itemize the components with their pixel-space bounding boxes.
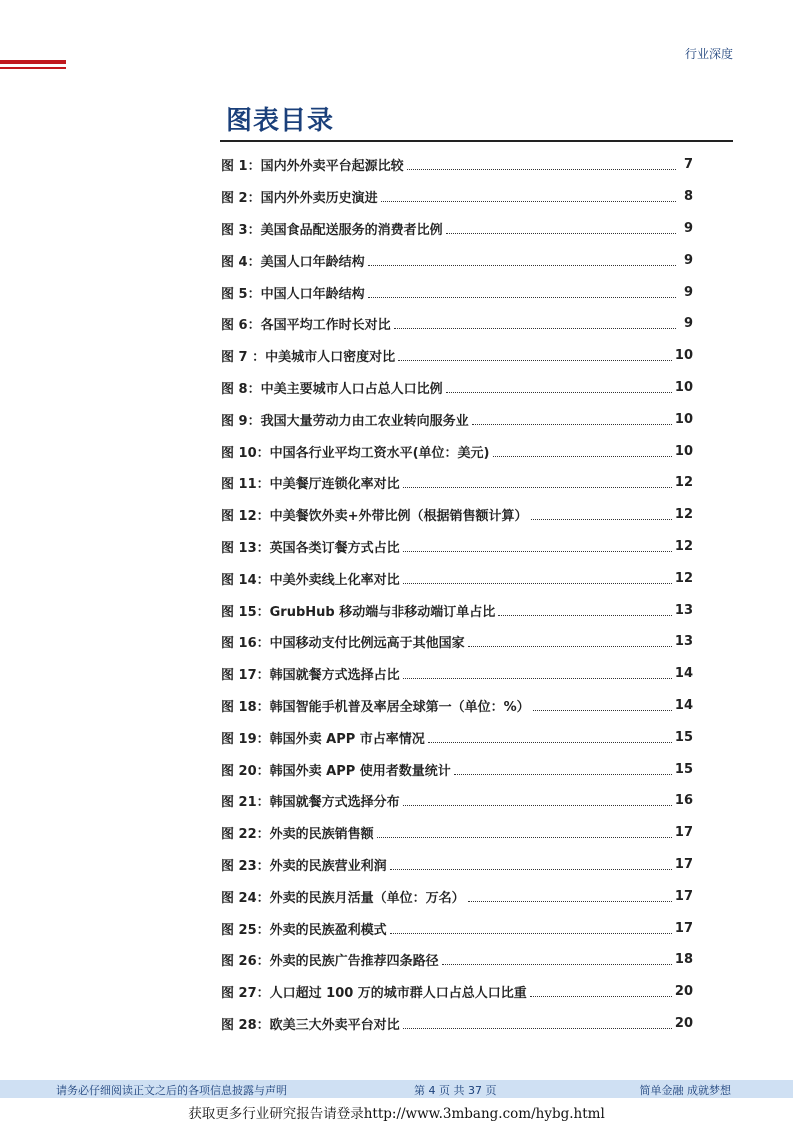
toc-leader-dots [403,473,672,488]
toc-leader-dots [403,664,672,679]
toc-entry[interactable] [221,785,693,817]
page-title: 图表目录 [226,106,335,136]
toc-entry[interactable] [221,499,693,531]
toc-entry[interactable] [221,213,693,245]
toc-entry-label: 图 23：外卖的民族营业利润 [221,858,387,874]
toc-entry-label: 图 7 ：中美城市人口密度对比 [221,350,396,366]
toc-entry-page: 8 [683,189,693,205]
toc-entry-page: 10 [674,443,693,459]
toc-leader-dots [446,378,672,393]
toc-leader-dots [403,537,672,552]
toc-entry-label: 图 14：中美外卖线上化率对比 [221,572,400,588]
toc-entry[interactable] [221,594,693,626]
toc-entry[interactable] [221,690,693,722]
toc-leader-dots [390,919,672,934]
toc-entry[interactable] [221,626,693,658]
toc-entry[interactable] [221,1008,693,1040]
toc-entry-page: 12 [674,475,693,491]
toc-entry-label: 图 9：我国大量劳动力由工农业转向服务业 [221,413,469,429]
toc-leader-dots [368,251,676,266]
toc-entry-label: 图 24：外卖的民族月活量（单位：万名） [221,890,465,906]
toc-leader-dots [403,569,672,584]
toc-leader-dots [394,314,676,329]
toc-entry-page: 17 [674,888,693,904]
toc-entry-page: 20 [674,1015,693,1031]
toc-entry-page: 16 [674,793,693,809]
toc-entry-label: 图 10：中国各行业平均工资水平(单位：美元) [221,445,490,461]
toc-list [221,149,693,1039]
toc-entry-label: 图 8：中美主要城市人口占总人口比例 [221,381,443,397]
toc-leader-dots [403,791,672,806]
toc-entry-label: 图 26：外卖的民族广告推荐四条路径 [221,954,439,970]
toc-entry-page: 9 [683,220,693,236]
toc-entry-label: 图 16：中国移动支付比例远高于其他国家 [221,636,465,652]
toc-entry-page: 18 [674,952,693,968]
red-bar-thick [0,60,66,64]
toc-entry-label: 图 15：GrubHub 移动端与非移动端订单占比 [221,604,496,620]
footer-slogan: 简单金融 成就梦想 [639,1084,731,1097]
toc-entry-page: 12 [674,538,693,554]
toc-entry-page: 20 [674,984,693,1000]
toc-entry-page: 14 [674,697,693,713]
toc-entry-label: 图 3：美国食品配送服务的消费者比例 [221,222,443,238]
toc-leader-dots [368,283,676,298]
toc-entry-label: 图 28：欧美三大外卖平台对比 [221,1017,400,1033]
toc-entry[interactable] [221,976,693,1008]
toc-leader-dots [468,632,672,647]
toc-leader-dots [531,505,672,520]
toc-entry-page: 10 [674,348,693,364]
toc-leader-dots [530,982,672,997]
toc-entry-page: 10 [674,411,693,427]
toc-entry-page: 13 [674,634,693,650]
toc-entry[interactable] [221,308,693,340]
bottom-link[interactable]: 获取更多行业研究报告请登录http://www.3mbang.com/hybg.html [188,1106,605,1122]
header-tag: 行业深度 [684,47,733,61]
toc-entry-page: 13 [674,602,693,618]
toc-entry[interactable] [221,276,693,308]
toc-entry[interactable] [221,817,693,849]
toc-entry[interactable] [221,403,693,435]
toc-entry[interactable] [221,340,693,372]
toc-leader-dots [498,601,672,616]
footer-disclaimer: 请务必仔细阅读正文之后的各项信息披露与声明 [56,1084,287,1097]
toc-entry-label: 图 4：美国人口年龄结构 [221,254,365,270]
toc-entry[interactable] [221,562,693,594]
toc-entry-page: 14 [674,666,693,682]
toc-entry-page: 9 [683,252,693,268]
toc-leader-dots [533,696,672,711]
red-bar-thin [0,67,66,69]
toc-leader-dots [468,887,672,902]
toc-entry-page: 7 [683,157,693,173]
toc-entry-page: 15 [674,729,693,745]
toc-entry-label: 图 18：韩国智能手机普及率居全球第一（单位：%） [221,699,530,715]
toc-entry[interactable] [221,944,693,976]
toc-entry-label: 图 11：中美餐厅连锁化率对比 [221,477,400,493]
toc-entry-label: 图 2：国内外外卖历史演进 [221,191,378,207]
toc-leader-dots [428,728,672,743]
toc-entry-label: 图 21：韩国就餐方式选择分布 [221,795,400,811]
toc-entry-page: 15 [674,761,693,777]
toc-leader-dots [403,1014,672,1029]
toc-entry[interactable] [221,149,693,181]
toc-entry[interactable] [221,467,693,499]
toc-leader-dots [407,155,676,170]
title-divider [220,140,733,142]
toc-leader-dots [398,346,672,361]
toc-entry[interactable] [221,880,693,912]
toc-entry-page: 17 [674,856,693,872]
toc-entry[interactable] [221,658,693,690]
toc-entry-page: 17 [674,920,693,936]
toc-entry[interactable] [221,372,693,404]
toc-entry-label: 图 20：韩国外卖 APP 使用者数量统计 [221,763,451,779]
toc-entry[interactable] [221,721,693,753]
toc-leader-dots [472,410,672,425]
toc-entry[interactable] [221,244,693,276]
toc-entry-label: 图 22：外卖的民族销售额 [221,827,374,843]
toc-entry[interactable] [221,531,693,563]
toc-entry[interactable] [221,435,693,467]
header-red-bars [0,60,66,69]
toc-entry[interactable] [221,753,693,785]
toc-entry-page: 9 [683,316,693,332]
toc-entry-label: 图 5：中国人口年龄结构 [221,286,365,302]
toc-leader-dots [442,950,672,965]
toc-entry-label: 图 19：韩国外卖 APP 市占率情况 [221,731,425,747]
toc-leader-dots [454,760,672,775]
toc-leader-dots [493,442,672,457]
toc-leader-dots [390,855,672,870]
toc-entry-label: 图 6：各国平均工作时长对比 [221,318,391,334]
toc-leader-dots [446,219,676,234]
toc-entry[interactable] [221,849,693,881]
toc-entry-page: 9 [683,284,693,300]
toc-entry-page: 12 [674,570,693,586]
toc-entry-label: 图 25：外卖的民族盈利模式 [221,922,387,938]
toc-entry-label: 图 27：人口超过 100 万的城市群人口占总人口比重 [221,986,527,1002]
toc-entry[interactable] [221,181,693,213]
toc-leader-dots [381,187,676,202]
toc-entry-page: 10 [674,379,693,395]
toc-leader-dots [377,823,672,838]
toc-entry-label: 图 13：英国各类订餐方式占比 [221,540,400,556]
footer-page-info: 第 4 页 共 37 页 [414,1084,497,1097]
toc-entry-label: 图 17：韩国就餐方式选择占比 [221,668,400,684]
toc-entry[interactable] [221,912,693,944]
footer-band [0,1080,793,1098]
toc-entry-page: 17 [674,825,693,841]
toc-entry-label: 图 12：中美餐饮外卖+外带比例（根据销售额计算） [221,509,528,525]
toc-entry-page: 12 [674,507,693,523]
toc-entry-label: 图 1：国内外外卖平台起源比较 [221,159,404,175]
